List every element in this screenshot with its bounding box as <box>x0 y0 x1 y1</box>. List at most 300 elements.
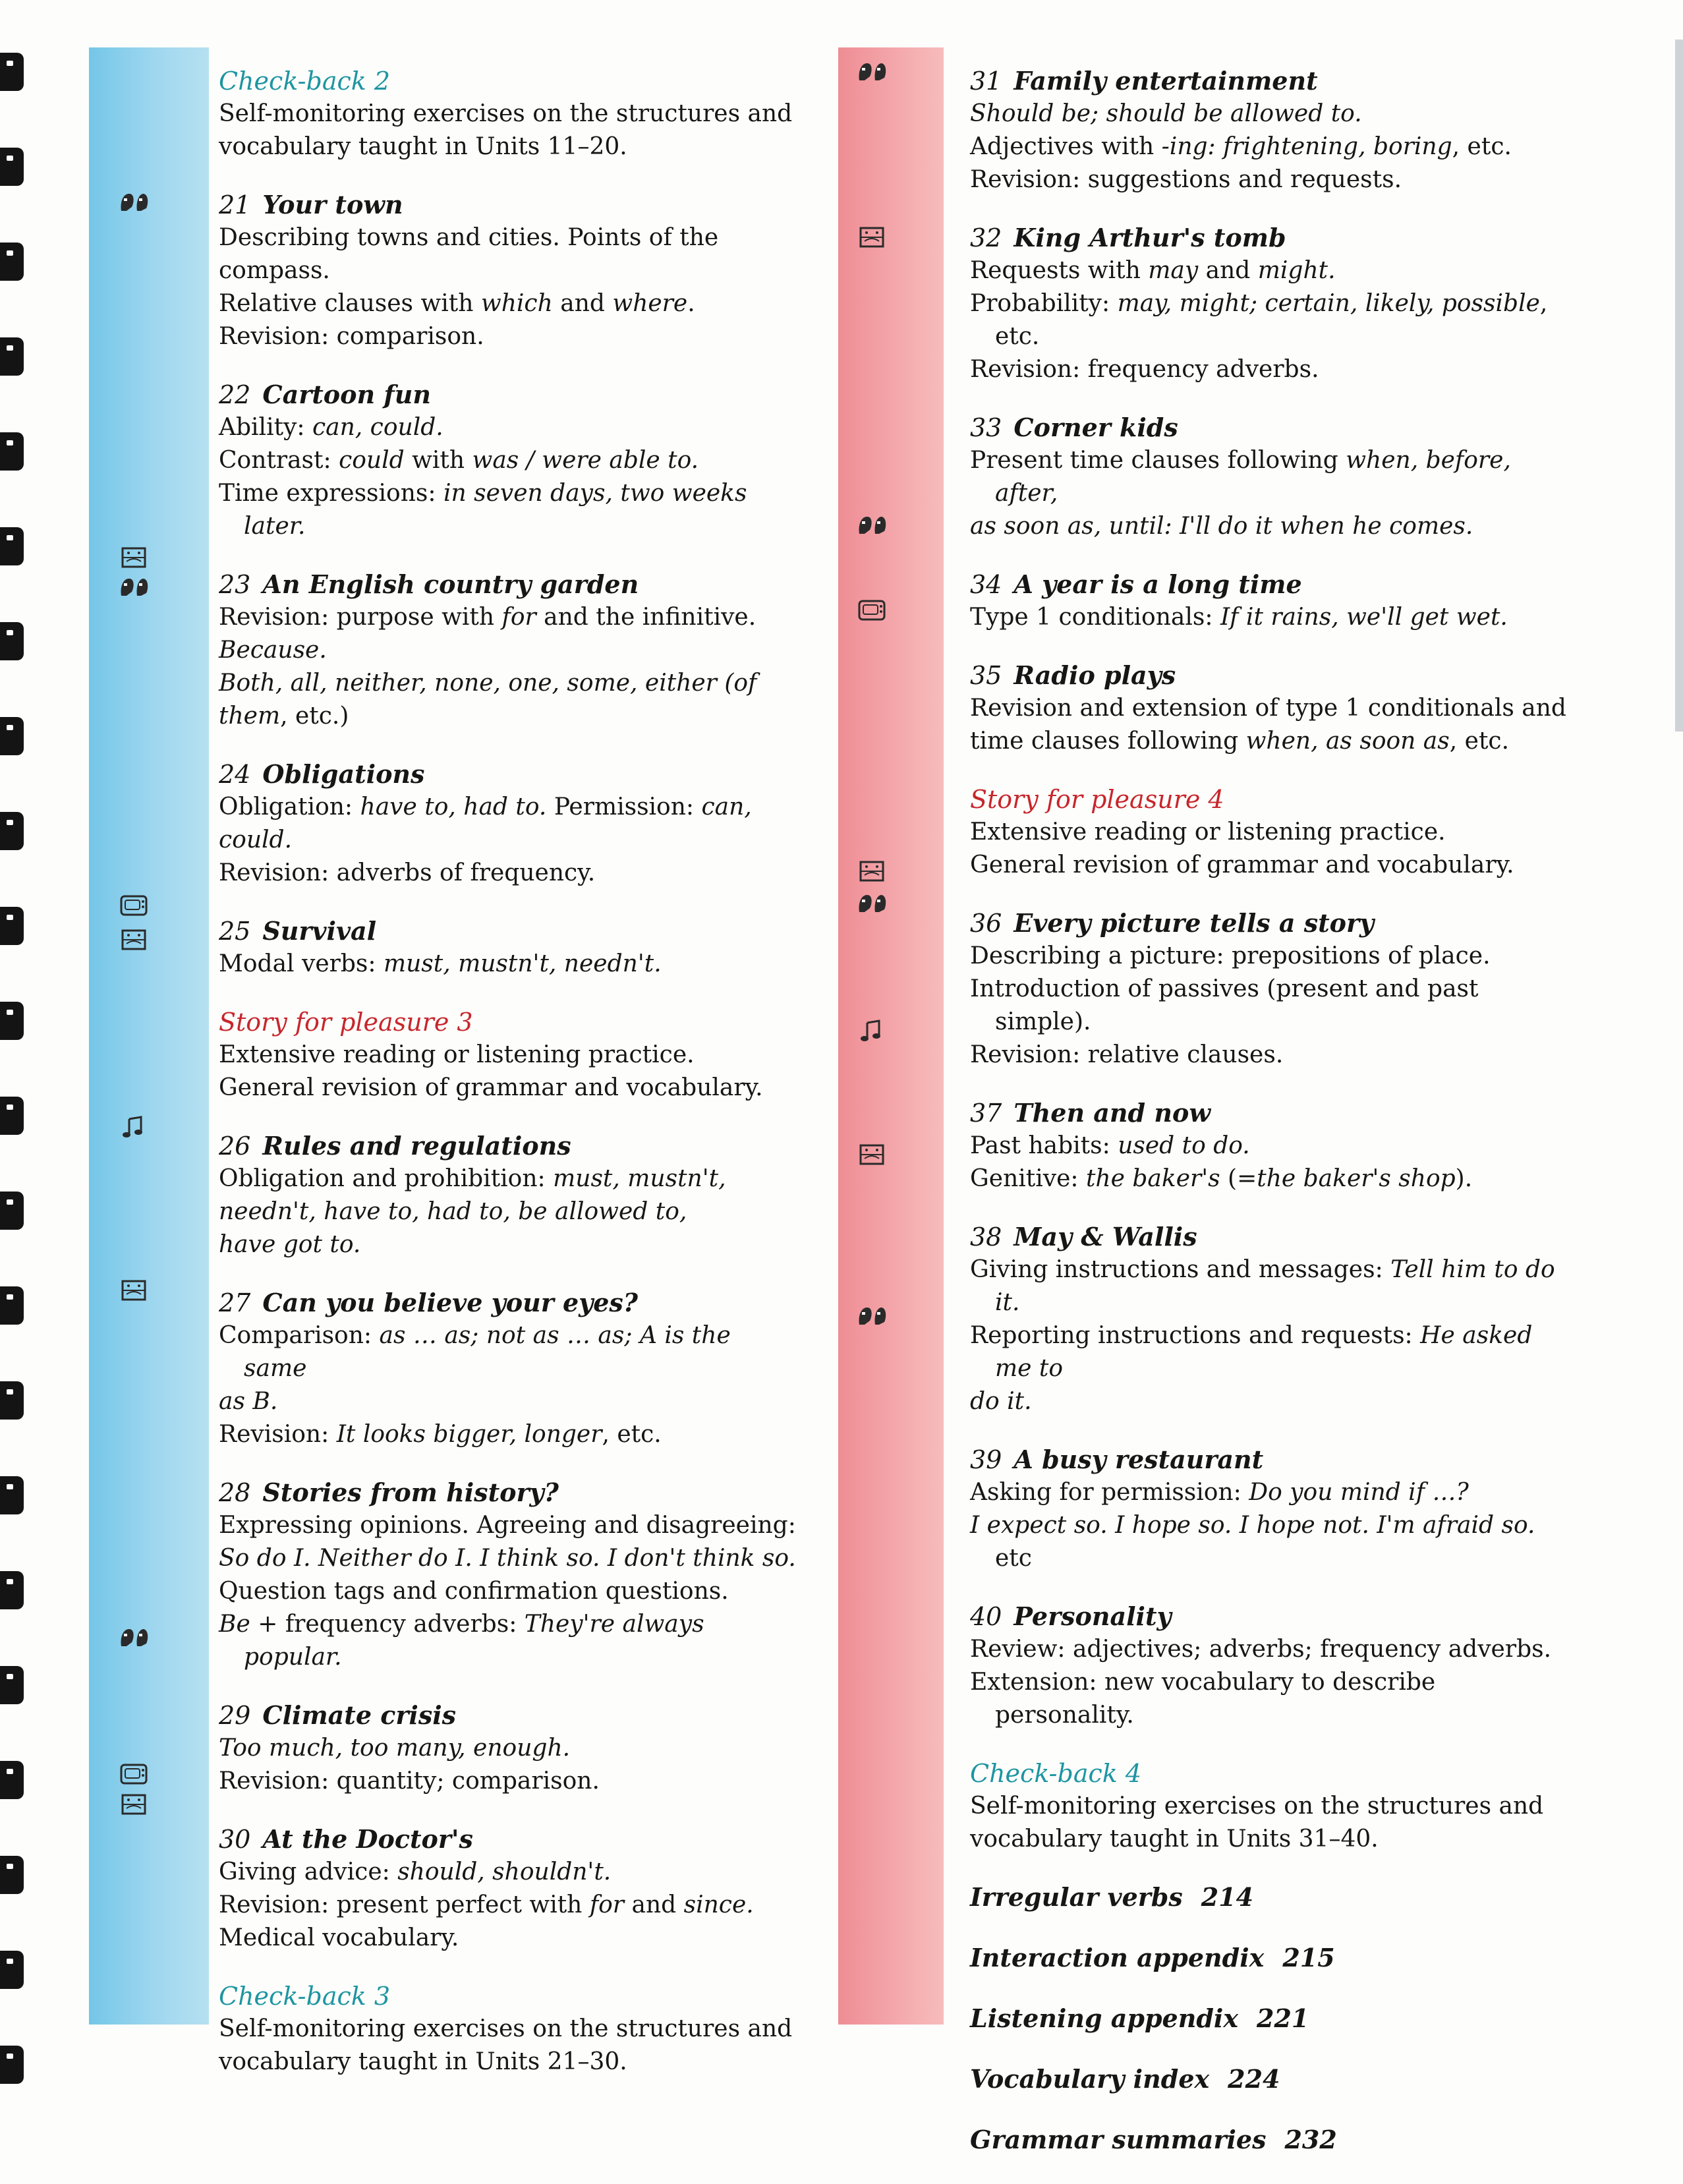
unit-number: 35 <box>970 661 1002 690</box>
reference-page: 214 <box>1201 1882 1254 1912</box>
description-text: Contrast: <box>219 447 339 474</box>
entry-title <box>219 915 799 948</box>
description-text: and <box>552 290 613 317</box>
unit-title: Survival <box>262 916 377 946</box>
description-text: time clauses following <box>970 728 1246 755</box>
entry-line <box>970 1633 1576 1666</box>
description-text: Giving instructions and messages: <box>970 1256 1391 1283</box>
binding-coil <box>0 148 24 186</box>
description-text: Asking for permission: <box>970 1479 1249 1506</box>
unit-entry <box>219 188 799 353</box>
unit-number: 36 <box>970 909 1002 938</box>
description-text: . <box>687 290 695 317</box>
reference-item <box>970 1881 1576 1914</box>
contents-column-left <box>219 65 799 2104</box>
unit-number: 37 <box>970 1099 1002 1128</box>
description-text: Revision: suggestions and requests. <box>970 166 1402 193</box>
entry-line <box>219 1856 799 1889</box>
unit-entry <box>219 378 799 543</box>
entry-title <box>970 221 1576 254</box>
description-text: etc <box>995 1545 1032 1572</box>
unit-entry <box>219 758 799 890</box>
unit-entry <box>970 411 1576 543</box>
description-text: , etc. <box>1452 133 1512 160</box>
description-text: Revision: <box>219 1421 337 1448</box>
description-text: Modal verbs: <box>219 950 384 977</box>
entry-line <box>970 1509 1576 1575</box>
entry-title: Story for pleasure 4 <box>970 785 1224 814</box>
description-text: Revision: relative clauses. <box>970 1041 1284 1068</box>
description-text: General revision of grammar and vocabulary. <box>219 1074 763 1101</box>
entry-title: Check-back 2 <box>219 67 391 96</box>
entry-line <box>970 353 1576 386</box>
entry-title <box>219 758 799 791</box>
unit-title: An English country garden <box>262 569 639 599</box>
entry-line <box>219 1163 799 1195</box>
reference-page: 232 <box>1284 2125 1337 2154</box>
music-note-icon <box>857 1018 887 1044</box>
example-text: may <box>1148 257 1199 284</box>
example-text: Be <box>219 1611 250 1638</box>
entry-title <box>219 568 799 601</box>
description-text: Revision: adverbs of frequency. <box>219 859 596 886</box>
binding-coil <box>0 243 24 281</box>
entry-line <box>219 411 799 444</box>
entry-line <box>219 98 799 130</box>
description-text: Expressing opinions. Agreeing and disagreeing: <box>219 1512 796 1539</box>
entry-line <box>219 1195 799 1228</box>
entry-title <box>219 1286 799 1319</box>
description-text: Describing towns and cities. Points of the <box>219 224 719 251</box>
page-edge <box>1675 40 1683 732</box>
reference-item <box>970 1941 1576 1974</box>
description-text: Extensive reading or listening practice. <box>970 819 1446 846</box>
example-text: have to, had to. <box>360 793 547 820</box>
spiral-binding <box>0 0 29 2161</box>
binding-coil <box>0 1761 24 1799</box>
description-text: vocabulary taught in Units 21–30. <box>219 2048 627 2075</box>
description-text: Relative clauses with <box>219 290 481 317</box>
entry-line <box>219 477 799 543</box>
contents-column-right <box>970 65 1576 2184</box>
example-text: must, mustn't, <box>553 1165 726 1192</box>
description-text: Present time clauses following <box>970 447 1346 474</box>
description-text: and <box>624 1891 684 1918</box>
description-text: Describing a picture: prepositions of place. <box>970 942 1491 969</box>
cassette-icon <box>857 597 887 623</box>
entry-line <box>219 1228 799 1261</box>
entry-title <box>219 1823 799 1856</box>
description-text: Revision: frequency adverbs. <box>970 356 1319 383</box>
description-text: Self-monitoring exercises on the structures and <box>970 1793 1544 1820</box>
unit-entry <box>970 1600 1576 1732</box>
entry-line <box>970 163 1576 196</box>
example-text: for <box>589 1891 625 1918</box>
book-icon <box>857 858 887 884</box>
unit-entry <box>219 1476 799 1674</box>
entry-title <box>970 1097 1576 1130</box>
entry-line <box>970 849 1576 882</box>
unit-number: 25 <box>219 917 251 946</box>
entry-title <box>970 568 1576 601</box>
entry-line <box>970 725 1576 758</box>
entry-line <box>219 1072 799 1105</box>
example-text: was / were able to. <box>472 447 699 474</box>
description-text: Extensive reading or listening practice. <box>219 1041 695 1068</box>
example-text: may, might; certain, likely, possible <box>1117 290 1540 317</box>
description-text: Medical vocabulary. <box>219 1924 459 1951</box>
binding-coil <box>0 2046 24 2084</box>
description-text: Revision and extension of type 1 conditionals and <box>970 695 1566 722</box>
checkback-entry <box>219 1980 799 2079</box>
entry-line <box>219 2046 799 2079</box>
entry-line <box>970 601 1576 634</box>
reference-page: 224 <box>1228 2064 1280 2094</box>
unit-title: May & Wallis <box>1013 1222 1197 1251</box>
entry-line <box>970 940 1576 973</box>
description-text: Revision: purpose with <box>219 604 502 631</box>
entry-line <box>970 1253 1576 1319</box>
unit-title: King Arthur's tomb <box>1013 223 1286 252</box>
entry-line <box>219 824 799 857</box>
entry-title <box>970 411 1576 444</box>
unit-number: 31 <box>970 67 1002 96</box>
entry-line <box>219 791 799 824</box>
right-entries <box>970 65 1576 1856</box>
entry-title <box>219 188 799 221</box>
unit-number: 40 <box>970 1602 1002 1631</box>
example-text: can, could. <box>312 414 443 441</box>
entry-line <box>219 601 799 634</box>
binding-coil <box>0 812 24 850</box>
entry-line <box>219 320 799 353</box>
entry-line <box>970 973 1576 1039</box>
unit-title: A busy restaurant <box>1013 1445 1264 1474</box>
unit-number: 30 <box>219 1825 251 1854</box>
example-text: the baker's <box>1085 1165 1220 1192</box>
unit-title: Family entertainment <box>1013 66 1318 96</box>
entry-title <box>970 65 1576 98</box>
left-color-band <box>89 47 209 2025</box>
unit-title: Radio plays <box>1013 660 1176 690</box>
entry-line <box>219 1319 799 1385</box>
description-text: + frequency adverbs: <box>250 1611 525 1638</box>
book-icon <box>857 224 887 250</box>
entry-title <box>970 659 1576 692</box>
entry-line <box>970 1666 1576 1732</box>
entry-line <box>970 444 1576 510</box>
description-text: and <box>1198 257 1258 284</box>
entry-line <box>219 254 799 287</box>
reference-page: 221 <box>1257 2003 1309 2033</box>
description-text: Adjectives with <box>970 133 1162 160</box>
description-text: , etc.) <box>280 703 349 730</box>
entry-line <box>219 1922 799 1955</box>
book-icon <box>119 1791 149 1818</box>
entry-line <box>219 1385 799 1418</box>
entry-title <box>219 1699 799 1732</box>
description-text: Past habits: <box>970 1132 1118 1159</box>
description-text: and the infinitive. <box>536 604 756 631</box>
unit-entry <box>970 221 1576 386</box>
unit-number: 23 <box>219 570 251 599</box>
reference-label: Listening appendix <box>970 2003 1238 2033</box>
speakers-icon <box>857 890 887 916</box>
entry-title <box>970 1221 1576 1253</box>
example-text: since. <box>683 1891 754 1918</box>
speakers-icon <box>857 58 887 84</box>
unit-title: Corner kids <box>1013 413 1178 442</box>
speakers-icon <box>857 1302 887 1329</box>
example-text: where <box>612 290 688 317</box>
book-icon <box>119 927 149 953</box>
description-text: compass. <box>219 257 330 284</box>
unit-title: Personality <box>1013 1601 1172 1631</box>
unit-entry <box>970 1221 1576 1418</box>
example-text: needn't, have to, had to, be allowed to, <box>219 1198 687 1225</box>
entry-line <box>219 1575 799 1608</box>
reference-label: Irregular verbs <box>970 1882 1183 1912</box>
binding-coil <box>0 1002 24 1040</box>
speakers-icon <box>119 188 149 215</box>
speakers-icon <box>119 1624 149 1650</box>
entry-line <box>219 130 799 163</box>
description-text: Revision: quantity; comparison. <box>219 1767 600 1795</box>
example-text: Too much, too many, enough. <box>219 1735 571 1762</box>
binding-coil <box>0 527 24 565</box>
unit-number: 38 <box>970 1222 1002 1251</box>
unit-number: 32 <box>970 223 1002 252</box>
description-text: General revision of grammar and vocabulary. <box>970 851 1514 878</box>
binding-coil <box>0 622 24 660</box>
description-text: Revision: present perfect with <box>219 1891 590 1918</box>
entry-line <box>219 1418 799 1451</box>
entry-line <box>970 1385 1576 1418</box>
unit-number: 24 <box>219 760 251 789</box>
example-text: could <box>339 447 405 474</box>
example-text: have got to. <box>219 1231 361 1258</box>
entry-line <box>970 816 1576 849</box>
description-text: ). <box>1455 1165 1473 1192</box>
entry-title <box>970 907 1576 940</box>
unit-number: 39 <box>970 1445 1002 1474</box>
entry-title: Check-back 3 <box>219 1982 391 2011</box>
description-text: Obligation and prohibition: <box>219 1165 554 1192</box>
unit-number: 22 <box>219 380 251 409</box>
reference-label: Interaction appendix <box>970 1943 1265 1972</box>
entry-title <box>970 1600 1576 1633</box>
unit-number: 21 <box>219 190 251 219</box>
description-text: Question tags and confirmation questions. <box>219 1578 729 1605</box>
example-text: the baker's shop <box>1257 1165 1456 1192</box>
unit-title: Climate crisis <box>262 1700 457 1730</box>
book-icon <box>857 1141 887 1168</box>
description-text: Self-monitoring exercises on the structures and <box>219 2015 793 2042</box>
example-text: If it rains, we'll get wet. <box>1220 604 1508 631</box>
description-text: Giving advice: <box>219 1858 398 1885</box>
unit-number: 33 <box>970 413 1002 442</box>
unit-title: At the Doctor's <box>262 1824 473 1854</box>
example-text: I expect so. I hope so. I hope not. I'm afraid so. <box>970 1512 1535 1539</box>
example-text: They're always popular. <box>244 1611 704 1671</box>
description-text: Ability: <box>219 414 312 441</box>
entry-line <box>970 692 1576 725</box>
binding-coil <box>0 1951 24 1989</box>
example-text: as … as; not as … as; A is the same <box>244 1322 731 1382</box>
example-text: Do you mind if …? <box>1249 1479 1469 1506</box>
entry-line <box>970 254 1576 287</box>
unit-title: Obligations <box>262 759 425 789</box>
example-text: them <box>219 703 281 730</box>
entry-title <box>219 378 799 411</box>
example-text: as soon as, until: I'll do it when he comes. <box>970 513 1473 540</box>
music-note-icon <box>119 1114 149 1140</box>
binding-coil <box>0 1192 24 1230</box>
entry-title <box>219 1476 799 1509</box>
example-text: must, mustn't, needn't. <box>383 950 662 977</box>
entry-title: Story for pleasure 3 <box>219 1008 473 1037</box>
description-text: Permission: <box>546 793 702 820</box>
description-text: Requests with <box>970 257 1149 284</box>
description-text: Type 1 conditionals: <box>970 604 1220 631</box>
example-text: might. <box>1257 257 1336 284</box>
entry-line <box>970 1039 1576 1072</box>
entry-line <box>970 1476 1576 1509</box>
entry-line <box>219 2013 799 2046</box>
binding-coil <box>0 1666 24 1704</box>
unit-number: 34 <box>970 570 1002 599</box>
entry-line <box>970 510 1576 543</box>
example-text: do it. <box>970 1388 1032 1415</box>
example-text: He asked me to <box>995 1322 1533 1382</box>
example-text: which <box>480 290 553 317</box>
binding-coil <box>0 1097 24 1135</box>
entry-line <box>970 1823 1576 1856</box>
unit-entry <box>970 65 1576 196</box>
description-text: vocabulary taught in Units 31–40. <box>970 1825 1379 1853</box>
binding-coil <box>0 1856 24 1894</box>
entry-line <box>219 667 799 700</box>
example-text: Both, all, neither, none, one, some, either (of <box>219 670 757 697</box>
entry-line <box>970 1319 1576 1385</box>
cassette-icon <box>119 1761 149 1787</box>
entry-line <box>970 1130 1576 1163</box>
story-entry <box>219 1006 799 1105</box>
binding-coil <box>0 1476 24 1514</box>
example-text: Because. <box>219 637 327 664</box>
entry-line <box>970 1790 1576 1823</box>
entry-line <box>970 1163 1576 1195</box>
example-text: Should be; should be allowed to. <box>970 100 1362 127</box>
entry-line <box>219 1039 799 1072</box>
reference-item <box>970 2002 1576 2035</box>
description-text: Comparison: <box>219 1322 380 1349</box>
reference-item <box>970 2063 1576 2096</box>
speakers-icon <box>857 511 887 538</box>
unit-title: Every picture tells a story <box>1013 908 1375 938</box>
unit-entry <box>970 659 1576 758</box>
example-text: could. <box>219 826 293 853</box>
unit-entry <box>219 915 799 981</box>
entry-title <box>970 1443 1576 1476</box>
unit-title: Your town <box>262 190 403 219</box>
entry-line <box>970 130 1576 163</box>
right-color-band <box>838 47 944 2025</box>
reference-item <box>970 2123 1576 2156</box>
example-text: when, before, after, <box>995 447 1511 507</box>
unit-number: 26 <box>219 1132 251 1161</box>
binding-coil <box>0 907 24 945</box>
entry-line <box>219 444 799 477</box>
entry-line <box>219 1509 799 1542</box>
description-text: Review: adjectives; adverbs; frequency adverbs. <box>970 1636 1552 1663</box>
entry-line <box>219 287 799 320</box>
example-text: should, shouldn't. <box>397 1858 612 1885</box>
unit-entry <box>219 1823 799 1955</box>
description-text: Genitive: <box>970 1165 1086 1192</box>
unit-number: 29 <box>219 1701 251 1730</box>
entry-title: Check-back 4 <box>970 1759 1142 1788</box>
unit-title: Can you believe your eyes? <box>262 1288 639 1317</box>
unit-entry <box>219 1286 799 1451</box>
description-text: Time expressions: <box>219 480 443 507</box>
unit-entry <box>970 568 1576 634</box>
example-text: -ing: frightening, boring <box>1161 133 1452 160</box>
entry-title <box>219 1130 799 1163</box>
description-text: Reporting instructions and requests: <box>970 1322 1421 1349</box>
unit-entry <box>219 1699 799 1798</box>
unit-title: A year is a long time <box>1013 569 1302 599</box>
entry-line <box>970 287 1576 353</box>
book-icon <box>119 1277 149 1304</box>
example-text: as B. <box>219 1388 278 1415</box>
entry-line <box>219 700 799 733</box>
unit-title: Cartoon fun <box>262 380 431 409</box>
story-entry <box>970 783 1576 882</box>
description-text: Obligation: <box>219 793 360 820</box>
checkback-entry <box>219 65 799 163</box>
unit-title: Then and now <box>1013 1098 1211 1128</box>
unit-entry <box>970 1097 1576 1195</box>
description-text: Introduction of passives (present and past simple). <box>970 975 1479 1035</box>
description-text: Probability: <box>970 290 1118 317</box>
description-text: , etc. <box>995 290 1548 350</box>
description-text: vocabulary taught in Units 11–20. <box>219 133 627 160</box>
reference-label: Grammar summaries <box>970 2125 1267 2154</box>
binding-coil <box>0 432 24 471</box>
entry-line <box>219 634 799 667</box>
entry-line <box>219 1732 799 1765</box>
example-text: Tell him to do it. <box>995 1256 1555 1316</box>
checkback-entry <box>970 1757 1576 1856</box>
description-text: Extension: new vocabulary to describe personality. <box>970 1669 1436 1729</box>
entry-line <box>219 1889 799 1922</box>
description-text: Revision: comparison. <box>219 323 484 350</box>
binding-coil <box>0 717 24 755</box>
entry-line <box>219 857 799 890</box>
unit-entry <box>219 568 799 733</box>
entry-line <box>219 1765 799 1798</box>
description-text: , etc. <box>602 1421 662 1448</box>
description-text: (= <box>1220 1165 1257 1192</box>
unit-title: Stories from history? <box>262 1478 559 1507</box>
example-text: So do I. Neither do I. I think so. I don't think so. <box>219 1545 796 1572</box>
reference-page: 215 <box>1282 1943 1335 1972</box>
binding-coil <box>0 53 24 91</box>
binding-coil <box>0 1286 24 1325</box>
unit-entry <box>970 1443 1576 1575</box>
reference-list <box>970 1881 1576 2156</box>
